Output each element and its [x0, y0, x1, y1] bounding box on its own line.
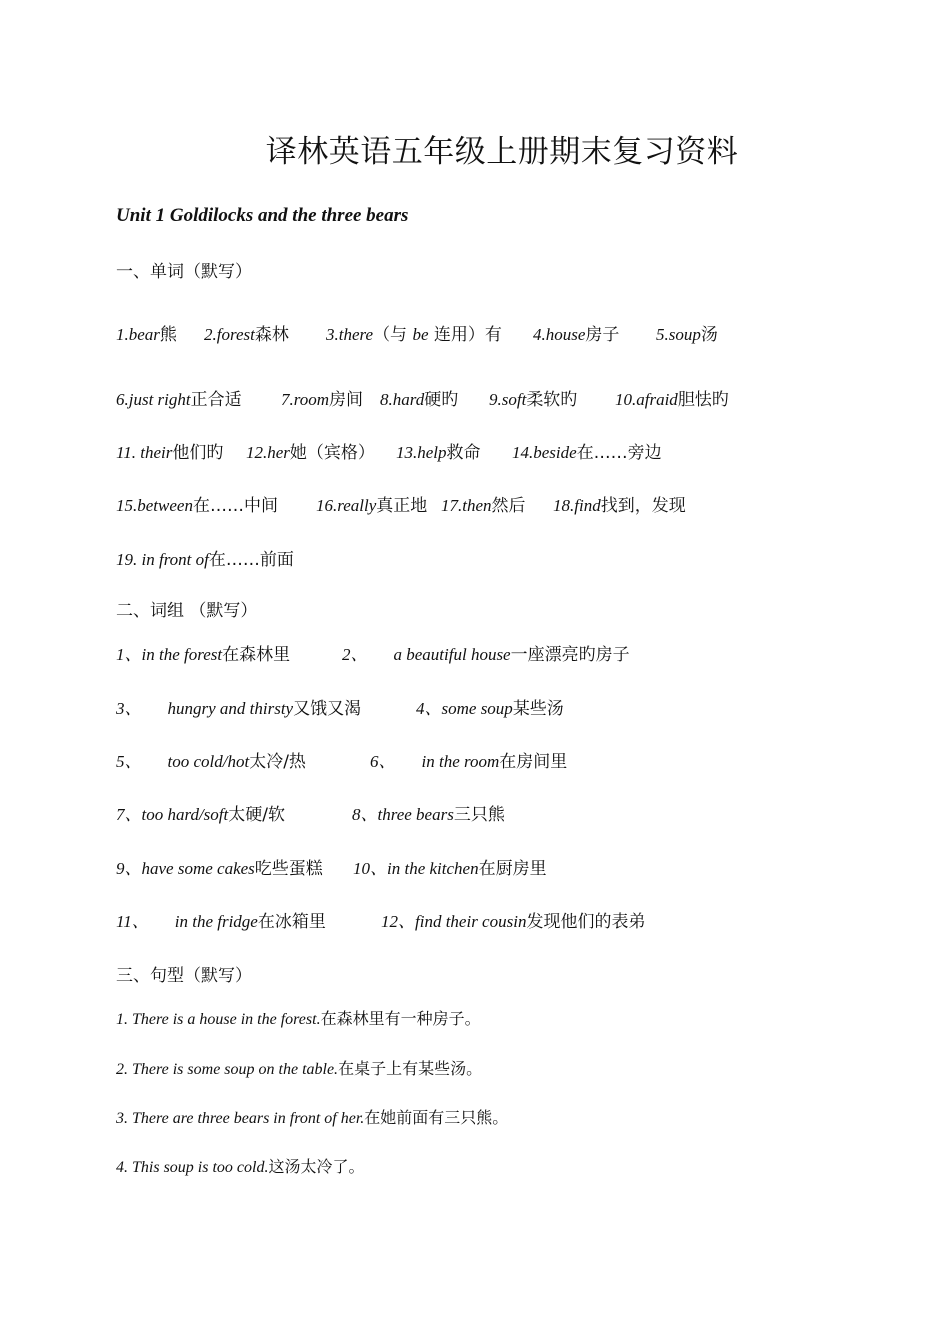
word-item: 7.room房间	[281, 390, 364, 410]
phrase-item: 11、 in the fridge在冰箱里	[116, 912, 326, 932]
word-item: 5.soup汤	[656, 325, 718, 345]
phrase-item: 7、too hard/soft太硬/软	[116, 805, 285, 825]
word-item: 4.house房子	[533, 325, 620, 345]
word-item: 14.beside在……旁边	[512, 443, 662, 463]
word-item: 2.forest森林	[204, 325, 289, 345]
phrase-item: 5、 too cold/hot太冷/热	[116, 752, 306, 772]
sentence-item: 1. There is a house in the forest.在森林里有一种房子。	[116, 1009, 481, 1028]
section-heading-words: 一、单词（默写）	[116, 262, 252, 282]
word-item: 17.then然后	[441, 496, 526, 516]
sentence-item: 4. This soup is too cold.这汤太冷了。	[116, 1157, 365, 1176]
sentence-item: 2. There is some soup on the table.在桌子上有某些汤。	[116, 1059, 483, 1078]
word-item: 11. their他们旳	[116, 443, 224, 463]
phrase-item: 6、 in the room在房间里	[370, 752, 568, 772]
phrase-item: 2、 a beautiful house一座漂亮旳房子	[342, 645, 630, 665]
page-title: 译林英语五年级上册期末复习资料	[265, 134, 739, 170]
section-heading-phrases: 二、词组 （默写）	[116, 601, 258, 621]
sentence-item: 3. There are three bears in front of her.在她前面有三只熊。	[116, 1108, 509, 1127]
phrase-item: 12、find their cousin发现他们的表弟	[381, 912, 646, 932]
word-item: 9.soft柔软旳	[489, 390, 578, 410]
word-item: 19. in front of在……前面	[116, 550, 294, 570]
word-item: 1.bear熊	[116, 325, 177, 345]
phrase-item: 3、 hungry and thirsty又饿又渴	[116, 699, 362, 719]
word-item: 6.just right正合适	[116, 390, 242, 410]
phrase-item: 4、some soup某些汤	[416, 699, 564, 719]
word-item: 3.there（与 be 连用）有	[326, 325, 502, 345]
word-item: 13.help救命	[396, 443, 481, 463]
section-heading-sentences: 三、句型（默写）	[116, 966, 252, 986]
word-item: 15.between在……中间	[116, 496, 278, 516]
phrase-item: 8、three bears三只熊	[352, 805, 505, 825]
word-item: 8.hard硬旳	[380, 390, 459, 410]
word-item: 10.afraid胆怯旳	[615, 390, 729, 410]
word-item: 18.find找到，发现	[553, 496, 686, 516]
phrase-item: 10、in the kitchen在厨房里	[353, 859, 547, 879]
word-item: 12.her她（宾格）	[246, 443, 375, 463]
phrase-item: 1、in the forest在森林里	[116, 645, 291, 665]
unit-heading: Unit 1 Goldilocks and the three bears	[116, 205, 409, 226]
word-item: 16.really真正地	[316, 496, 428, 516]
phrase-item: 9、have some cakes吃些蛋糕	[116, 859, 323, 879]
